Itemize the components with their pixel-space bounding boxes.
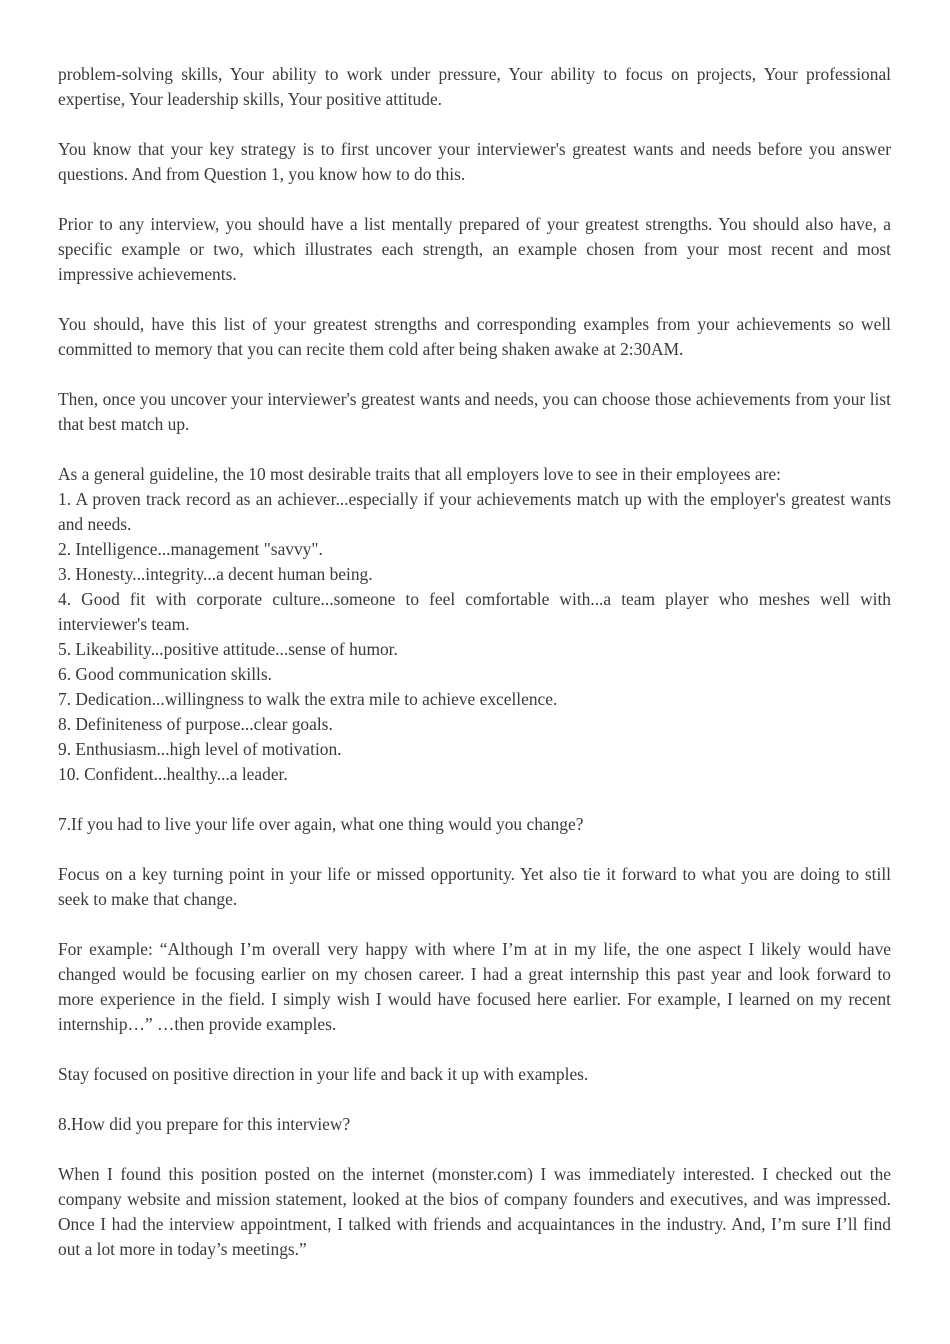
paragraph-turning-point: Focus on a key turning point in your life or missed opportunity. Yet also tie it forward to what you are doing to still seek to make that change. — [58, 864, 891, 909]
desirable-traits-list — [58, 462, 891, 787]
document-page — [58, 62, 891, 1287]
paragraph-stay-focused: Stay focused on positive direction in your life and back it up with examples. — [58, 1064, 589, 1084]
question-7-heading: 7.If you had to live your life over again, what one thing would you change? — [58, 814, 584, 834]
list-item: 7. Dedication...willingness to walk the extra mile to achieve excellence. — [58, 689, 558, 709]
list-item: 10. Confident...healthy...a leader. — [58, 764, 288, 784]
question-8-heading: 8.How did you prepare for this interview? — [58, 1114, 351, 1134]
list-item: 2. Intelligence...management "savvy". — [58, 539, 323, 559]
paragraph-strengths-list: problem-solving skills, Your ability to work under pressure, Your ability to focus on projects, Your professional expertise, Your leadership skills, Your positive attitude. — [58, 64, 891, 109]
list-item: 1. A proven track record as an achiever...especially if your achievements match up with the employer's greatest wants and needs. — [58, 489, 891, 534]
paragraph-preparation-answer: When I found this position posted on the internet (monster.com) I was immediately interested. I checked out the company website and mission statement, looked at the bios of company founders and executives, and was impressed. Once I had the interview appointment, I talked with friends and acquaintances in the industry. And, I’m sure I’ll find out a lot more in today’s meetings.” — [58, 1164, 891, 1259]
list-item: 3. Honesty...integrity...a decent human being. — [58, 564, 373, 584]
list-item: 6. Good communication skills. — [58, 664, 272, 684]
paragraph-key-strategy: You know that your key strategy is to first uncover your interviewer's greatest wants and needs before you answer questions. And from Question 1, you know how to do this. — [58, 139, 891, 184]
paragraph-example-answer: For example: “Although I’m overall very happy with where I’m at in my life, the one aspect I likely would have changed would be focusing earlier on my chosen career. I had a great internship this past year and look forward to more experience in the field. I simply wish I would have focused here earlier. For example, I learned on my recent internship…” …then provide examples. — [58, 939, 891, 1034]
paragraph-prior-to-interview: Prior to any interview, you should have a list mentally prepared of your greatest strengths. You should also have, a specific example or two, which illustrates each strength, an example chosen from your most recent and most impressive achievements. — [58, 214, 891, 284]
paragraph-commit-to-memory: You should, have this list of your greatest strengths and corresponding examples from your achievements so well committed to memory that you can recite them cold after being shaken awake at 2:30AM. — [58, 314, 891, 359]
list-item: 8. Definiteness of purpose...clear goals. — [58, 714, 333, 734]
list-item: 5. Likeability...positive attitude...sense of humor. — [58, 639, 398, 659]
traits-intro: As a general guideline, the 10 most desirable traits that all employers love to see in their employees are: — [58, 464, 781, 484]
list-item: 4. Good fit with corporate culture...someone to feel comfortable with...a team player who meshes well with interviewer's team. — [58, 589, 891, 634]
list-item: 9. Enthusiasm...high level of motivation. — [58, 739, 342, 759]
paragraph-match-achievements: Then, once you uncover your interviewer's greatest wants and needs, you can choose those achievements from your list that best match up. — [58, 389, 891, 434]
